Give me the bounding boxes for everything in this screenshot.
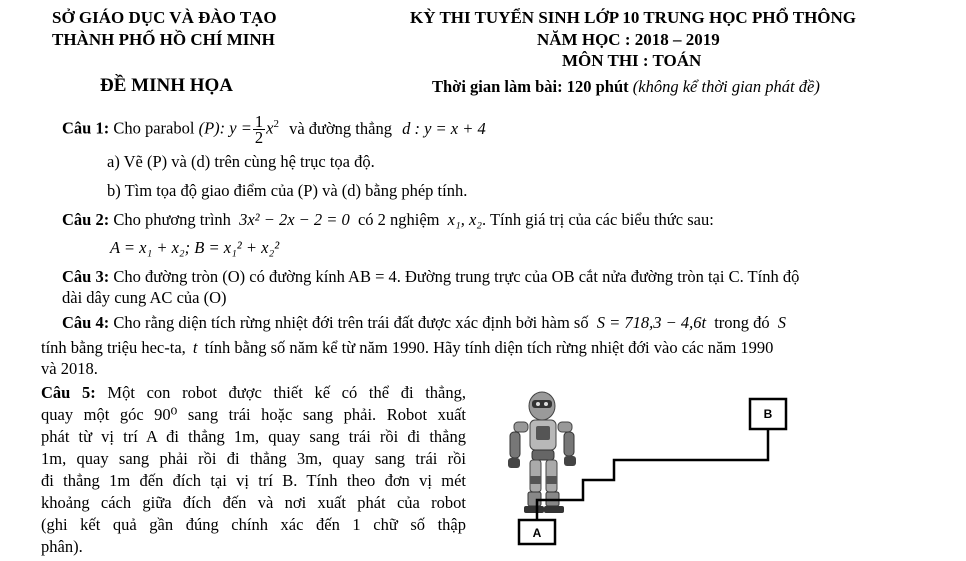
q4-line1-a: Cho rằng diện tích rừng nhiệt đới trên trái đất được xác định bởi hàm số xyxy=(113,313,589,332)
q3-line2: dài dây cung AC của (O) xyxy=(62,288,227,307)
q1-parabola: (P): y = xyxy=(198,118,252,138)
subject: MÔN THI : TOÁN xyxy=(562,51,702,70)
q1-x: x xyxy=(266,118,274,138)
question-5 xyxy=(41,382,466,558)
point-b-label: B xyxy=(763,407,773,421)
q4-line3: và 2018. xyxy=(41,359,98,378)
q4-line2-a: tính bằng triệu hec-ta, xyxy=(41,338,186,357)
question-3 xyxy=(62,266,799,287)
q4-var-t: t xyxy=(192,338,198,357)
q4-line2-b: tính bằng số năm kể từ năm 1990. Hãy tính diện tích rừng nhiệt đới vào các năm 1990 xyxy=(204,338,774,357)
q5-line-8: phân). xyxy=(41,537,83,556)
q2-expression: A = x₁ + x₂; B = x₁² + x₂² xyxy=(110,238,280,257)
q5-line-7: (ghi kết quả gần đúng chính xác đến 1 chữ số thập xyxy=(41,515,466,534)
time-note: (không kể thời gian phát đề) xyxy=(632,77,820,96)
q5-line-6: khoảng cách giữa đích đến và nơi xuất phát của robot xyxy=(41,493,466,512)
q4-line1-b: trong đó xyxy=(714,313,770,332)
department-name: SỞ GIÁO DỤC VÀ ĐÀO TẠO xyxy=(52,8,277,27)
robot-figure xyxy=(500,380,800,550)
q3-label: Câu 3: xyxy=(62,267,110,286)
q2-equation: 3x² − 2x − 2 = 0 xyxy=(239,210,350,229)
q5-line-1: Câu 5: Một con robot được thiết kế có thể đi thẳng, xyxy=(41,383,467,402)
question-4 xyxy=(62,312,786,333)
q1-fraction: $\frac{1}{2}$ xyxy=(254,112,264,148)
point-a-label: A xyxy=(532,526,542,540)
question-1: Câu 1: Cho parabol (P): y = $\frac{1}{2}$ $x^2$ và đường thẳng d : y = x + 4 xyxy=(62,112,486,148)
exam-title: KỲ THI TUYỂN SINH LỚP 10 TRUNG HỌC PHỔ THÔNG xyxy=(410,8,857,27)
q5-label: Câu 5: xyxy=(41,383,96,402)
q1-line-equation: d : y = x + 4 xyxy=(402,118,486,138)
q1-part-b: b) Tìm tọa độ giao điểm của (P) và (d) bằng phép tính. xyxy=(107,181,468,200)
q4-var-s: S xyxy=(777,313,787,332)
q3-line1: Cho đường tròn (O) có đường kính AB = 4. Đường trung trực của OB cắt nửa đường tròn tại C. Tính độ xyxy=(113,267,800,286)
q4-line2 xyxy=(41,337,773,358)
q2-label: Câu 2: xyxy=(62,210,110,229)
q5-line-5: đi thẳng 1m đến đích tại vị trí B. Tính theo đơn vị mét xyxy=(41,471,466,490)
q1-text-a: Cho parabol xyxy=(113,118,195,138)
q5-line-2: quay một góc 90⁰ sang trái hoặc sang phải. Robot xuất xyxy=(41,405,466,424)
q2-text-a: Cho phương trình xyxy=(113,210,231,229)
q1-part-a: a) Vẽ (P) và (d) trên cùng hệ trục tọa độ. xyxy=(107,152,375,171)
time-label: Thời gian làm bài: 120 phút xyxy=(432,77,629,96)
q1-label: Câu 1: xyxy=(62,118,110,138)
q4-label: Câu 4: xyxy=(62,313,110,332)
q5-line-3: phát từ vị trí A đi thẳng 1m, quay sang trái rồi đi thẳng xyxy=(41,427,466,446)
q2-text-c: . Tính giá trị của các biểu thức sau: xyxy=(482,210,714,229)
question-2 xyxy=(62,209,714,230)
robot-image xyxy=(508,392,576,513)
exam-type: ĐỀ MINH HỌA xyxy=(100,75,233,96)
q2-roots: x₁, x₂ xyxy=(447,210,483,229)
q4-formula: S = 718,3 − 4,6t xyxy=(596,313,707,332)
q1-text-b: và đường thẳng xyxy=(289,118,392,138)
city-name: THÀNH PHỐ HỒ CHÍ MINH xyxy=(52,30,275,49)
time-info xyxy=(432,76,820,97)
q5-line-4: 1m, quay sang phải rồi đi thẳng 3m, quay sang trái rồi xyxy=(41,449,466,468)
q2-text-b: có 2 nghiệm xyxy=(357,210,440,229)
school-year: NĂM HỌC : 2018 – 2019 xyxy=(537,30,720,49)
